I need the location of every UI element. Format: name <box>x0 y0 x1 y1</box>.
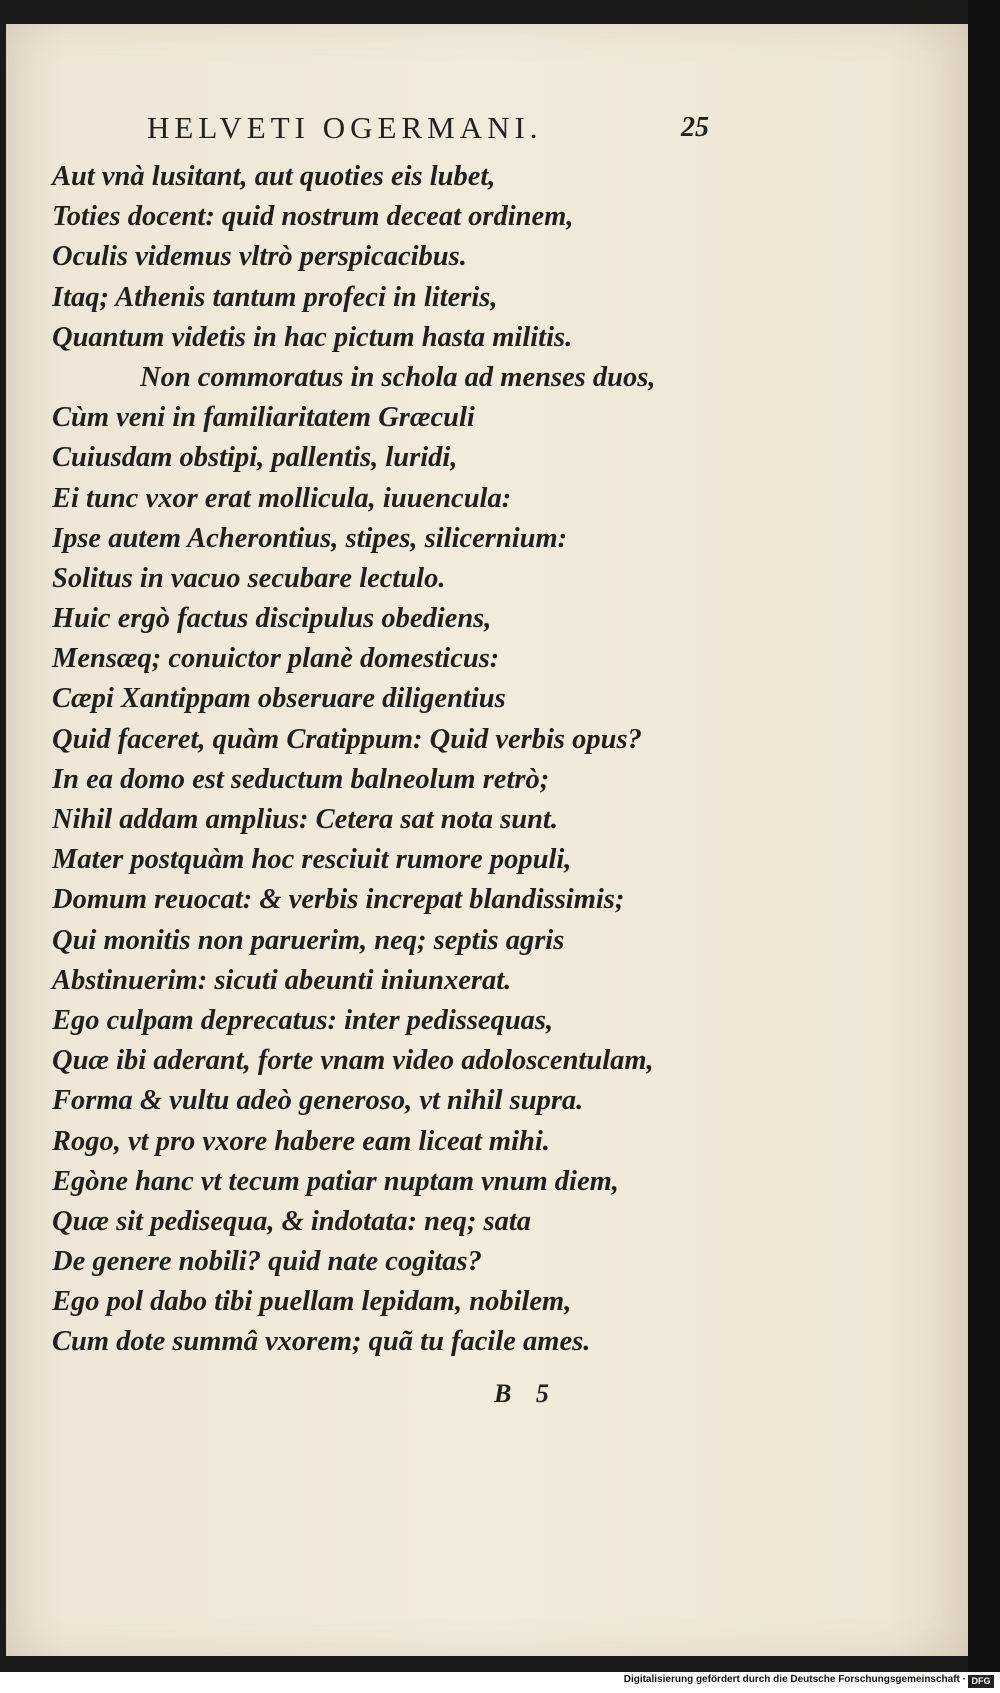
verse-line: Cuiusdam obstipi, pallentis, luridi, <box>52 442 458 474</box>
verse-line: Egòne hanc vt tecum patiar nuptam vnum diem, <box>52 1165 619 1197</box>
running-head: HELVETI OGERMANI. <box>147 110 543 145</box>
verse-line: Ego pol dabo tibi puellam lepidam, nobilem, <box>52 1286 572 1318</box>
verse-line: Ipse autem Acherontius, stipes, silicernium: <box>52 522 568 554</box>
verse-line: In ea domo est seductum balneolum retrò; <box>52 763 550 795</box>
verse-line: Qui monitis non paruerim, neq; septis agris <box>52 924 565 956</box>
verse-line: Cùm veni in familiaritatem Græculi <box>52 402 475 434</box>
verse-line: Cæpi Xantippam obseruare diligentius <box>52 683 506 715</box>
verse-line: Nihil addam amplius: Cetera sat nota sunt. <box>52 804 558 835</box>
verse-line: Quantum videtis in hac pictum hasta militis. <box>52 321 573 353</box>
signature-mark: B 5 <box>494 1379 549 1408</box>
verse-line: Ei tunc vxor erat mollicula, iuuencula: <box>52 482 512 514</box>
verse-line: De genere nobili? quid nate cogitas? <box>52 1246 482 1278</box>
verse-line: Rogo, vt pro vxore habere eam liceat mihi. <box>52 1125 550 1157</box>
verse-line: Quæ sit pedisequa, & indotata: neq; sata <box>52 1205 531 1237</box>
verse-line: Cum dote summâ vxorem; quã tu facile ames. <box>52 1326 591 1358</box>
verse-line: Itaq; Athenis tantum profeci in literis, <box>52 281 498 313</box>
verse-line: Quæ ibi aderant, forte vnam video adoloscentulam, <box>52 1045 654 1077</box>
verse-line: Domum reuocat: & verbis increpat blandissimis; <box>52 884 625 916</box>
page-header <box>147 110 707 150</box>
page-number: 25 <box>681 112 709 143</box>
scan-border <box>968 0 1000 1693</box>
verse-line: Solitus in vacuo secubare lectulo. <box>52 562 446 594</box>
verse-line: Mensæq; conuictor planè domesticus: <box>52 643 500 675</box>
verse-line: Aut vnà lusitant, aut quoties eis lubet, <box>52 161 496 192</box>
funding-credit: Digitalisierung gefördert durch die Deutsche Forschungsgemeinschaft · <box>623 1674 966 1685</box>
verse-line: Huic ergò factus discipulus obediens, <box>52 603 492 635</box>
verse-line: Non commoratus in schola ad menses duos, <box>140 361 656 393</box>
verse-line: Oculis videmus vltrò perspicacibus. <box>52 241 467 273</box>
verse-text <box>52 157 732 1363</box>
verse-line: Abstinuerim: sicuti abeunti iniunxerat. <box>52 964 512 996</box>
verse-line: Quid faceret, quàm Cratippum: Quid verbis opus? <box>52 723 642 755</box>
verse-line: Toties docent: quid nostrum deceat ordinem, <box>52 201 574 233</box>
verse-line: Mater postquàm hoc resciuit rumore populi, <box>52 844 572 876</box>
dfg-logo-icon: DFG <box>968 1675 994 1688</box>
verse-line: Ego culpam deprecatus: inter pedissequas, <box>52 1004 554 1036</box>
verse-line: Forma & vultu adeò generoso, vt nihil supra. <box>52 1085 584 1117</box>
